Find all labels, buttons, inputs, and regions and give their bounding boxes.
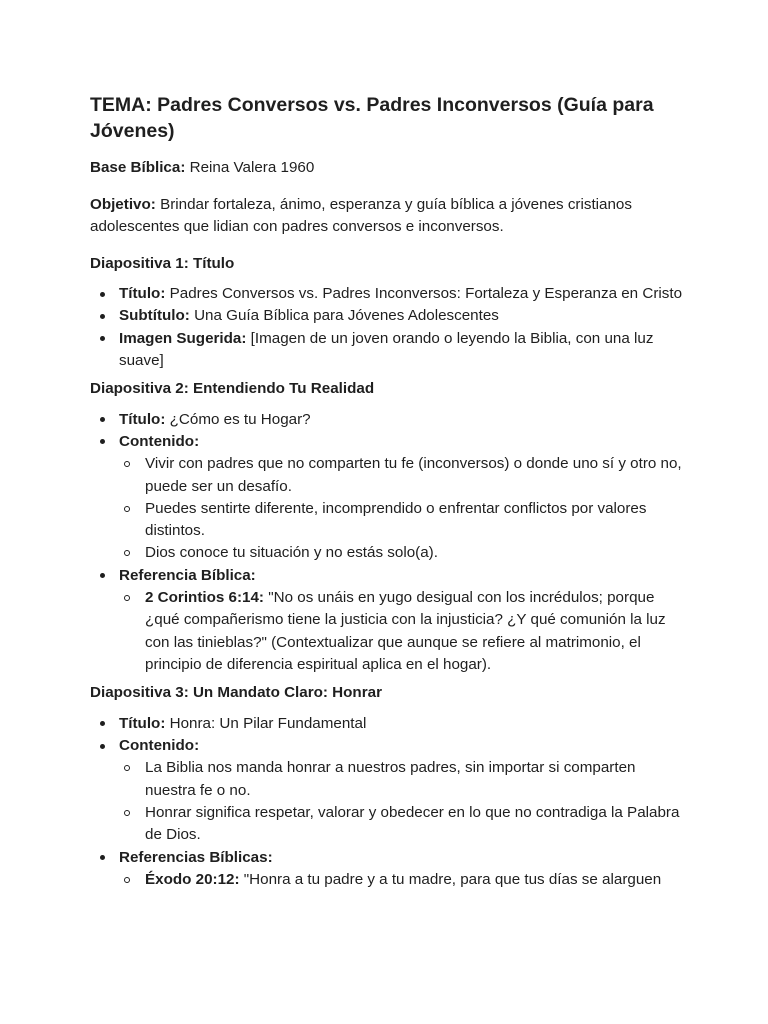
slide-3-reference-list (119, 869, 690, 891)
sub-list-item: La Biblia nos manda honrar a nuestros padres, sin importar si comparten nuestra fe o no. (119, 757, 690, 802)
list-item (90, 847, 690, 892)
verse-reference: 2 Corintios 6:14: (145, 589, 264, 607)
objetivo-label: Objetivo: (90, 195, 156, 213)
slide-1-heading: Diapositiva 1: Título (90, 254, 235, 272)
slide-2-list (90, 409, 690, 677)
slide-3-heading: Diapositiva 3: Un Mandato Claro: Honrar (90, 684, 382, 702)
list-item (90, 431, 690, 565)
document-title: TEMA: Padres Conversos vs. Padres Inconversos (Guía para Jóvenes) (90, 94, 654, 142)
item-label: Referencias Bíblicas: (119, 848, 273, 866)
item-label: Contenido: (119, 737, 200, 755)
item-text: Honra: Un Pilar Fundamental (169, 714, 367, 732)
item-text: Padres Conversos vs. Padres Inconversos: Fortaleza y Esperanza en Cristo (169, 285, 683, 302)
sub-list-item: Puedes sentirte diferente, incomprendido o enfrentar conflictos por valores distintos. (119, 498, 690, 543)
list-item (90, 328, 690, 373)
slide-3-list (90, 713, 690, 891)
base-biblica-label: Base Bíblica: (90, 159, 186, 176)
item-text: ¿Cómo es tu Hogar? (169, 410, 311, 428)
document-content (90, 92, 690, 891)
slide-1-list (90, 283, 690, 372)
verse-text: "Honra a tu padre y a tu madre, para que tus días se alarguen (243, 870, 662, 888)
item-label: Referencia Bíblica: (119, 566, 256, 584)
verse-text: "No os unáis en yugo desigual con los incrédulos; porque ¿qué compañerismo tiene la justicia con la injusticia? ¿Y qué comunión la luz con las tinieblas?" (Contextualizar que aunque se refiere al matrimonio, el principio de diferencia espiritual aplica en el hogar). (145, 589, 666, 673)
sub-list-item: Honrar significa respetar, valorar y obedecer en lo que no contradiga la Palabra de Dios. (119, 802, 690, 847)
item-label: Título: (119, 714, 166, 732)
slide-2-content-list (119, 453, 690, 564)
list-item (90, 713, 690, 735)
base-biblica (90, 157, 690, 180)
sub-list-item (119, 869, 690, 891)
slide-2-heading: Diapositiva 2: Entendiendo Tu Realidad (90, 380, 375, 398)
item-label: Imagen Sugerida: (119, 329, 247, 347)
item-label: Título: (119, 285, 166, 302)
list-item (90, 565, 690, 676)
item-text: Una Guía Bíblica para Jóvenes Adolescentes (194, 307, 499, 325)
slide-3-content-list (119, 757, 690, 846)
base-biblica-value: Reina Valera 1960 (189, 159, 315, 176)
objetivo-value: Brindar fortaleza, ánimo, esperanza y guía bíblica a jóvenes cristianos adolescentes que lidian con padres conversos e inconversos. (90, 195, 632, 235)
list-item (90, 735, 690, 846)
list-item (90, 409, 690, 431)
list-item (90, 305, 690, 327)
sub-list-item: Dios conoce tu situación y no estás solo(a). (119, 542, 690, 564)
verse-reference: Éxodo 20:12: (145, 870, 240, 888)
item-text: [Imagen de un joven orando o leyendo la Biblia, con una luz suave] (119, 329, 654, 369)
sub-list-item: Vivir con padres que no comparten tu fe (inconversos) o donde uno sí y otro no, puede ser un desafío. (119, 453, 690, 498)
item-label: Subtítulo: (119, 307, 190, 325)
objetivo (90, 194, 690, 239)
sub-list-item (119, 587, 690, 676)
item-label: Título: (119, 410, 166, 428)
slide-2-reference-list (119, 587, 690, 676)
list-item (90, 283, 690, 305)
item-label: Contenido: (119, 432, 200, 450)
